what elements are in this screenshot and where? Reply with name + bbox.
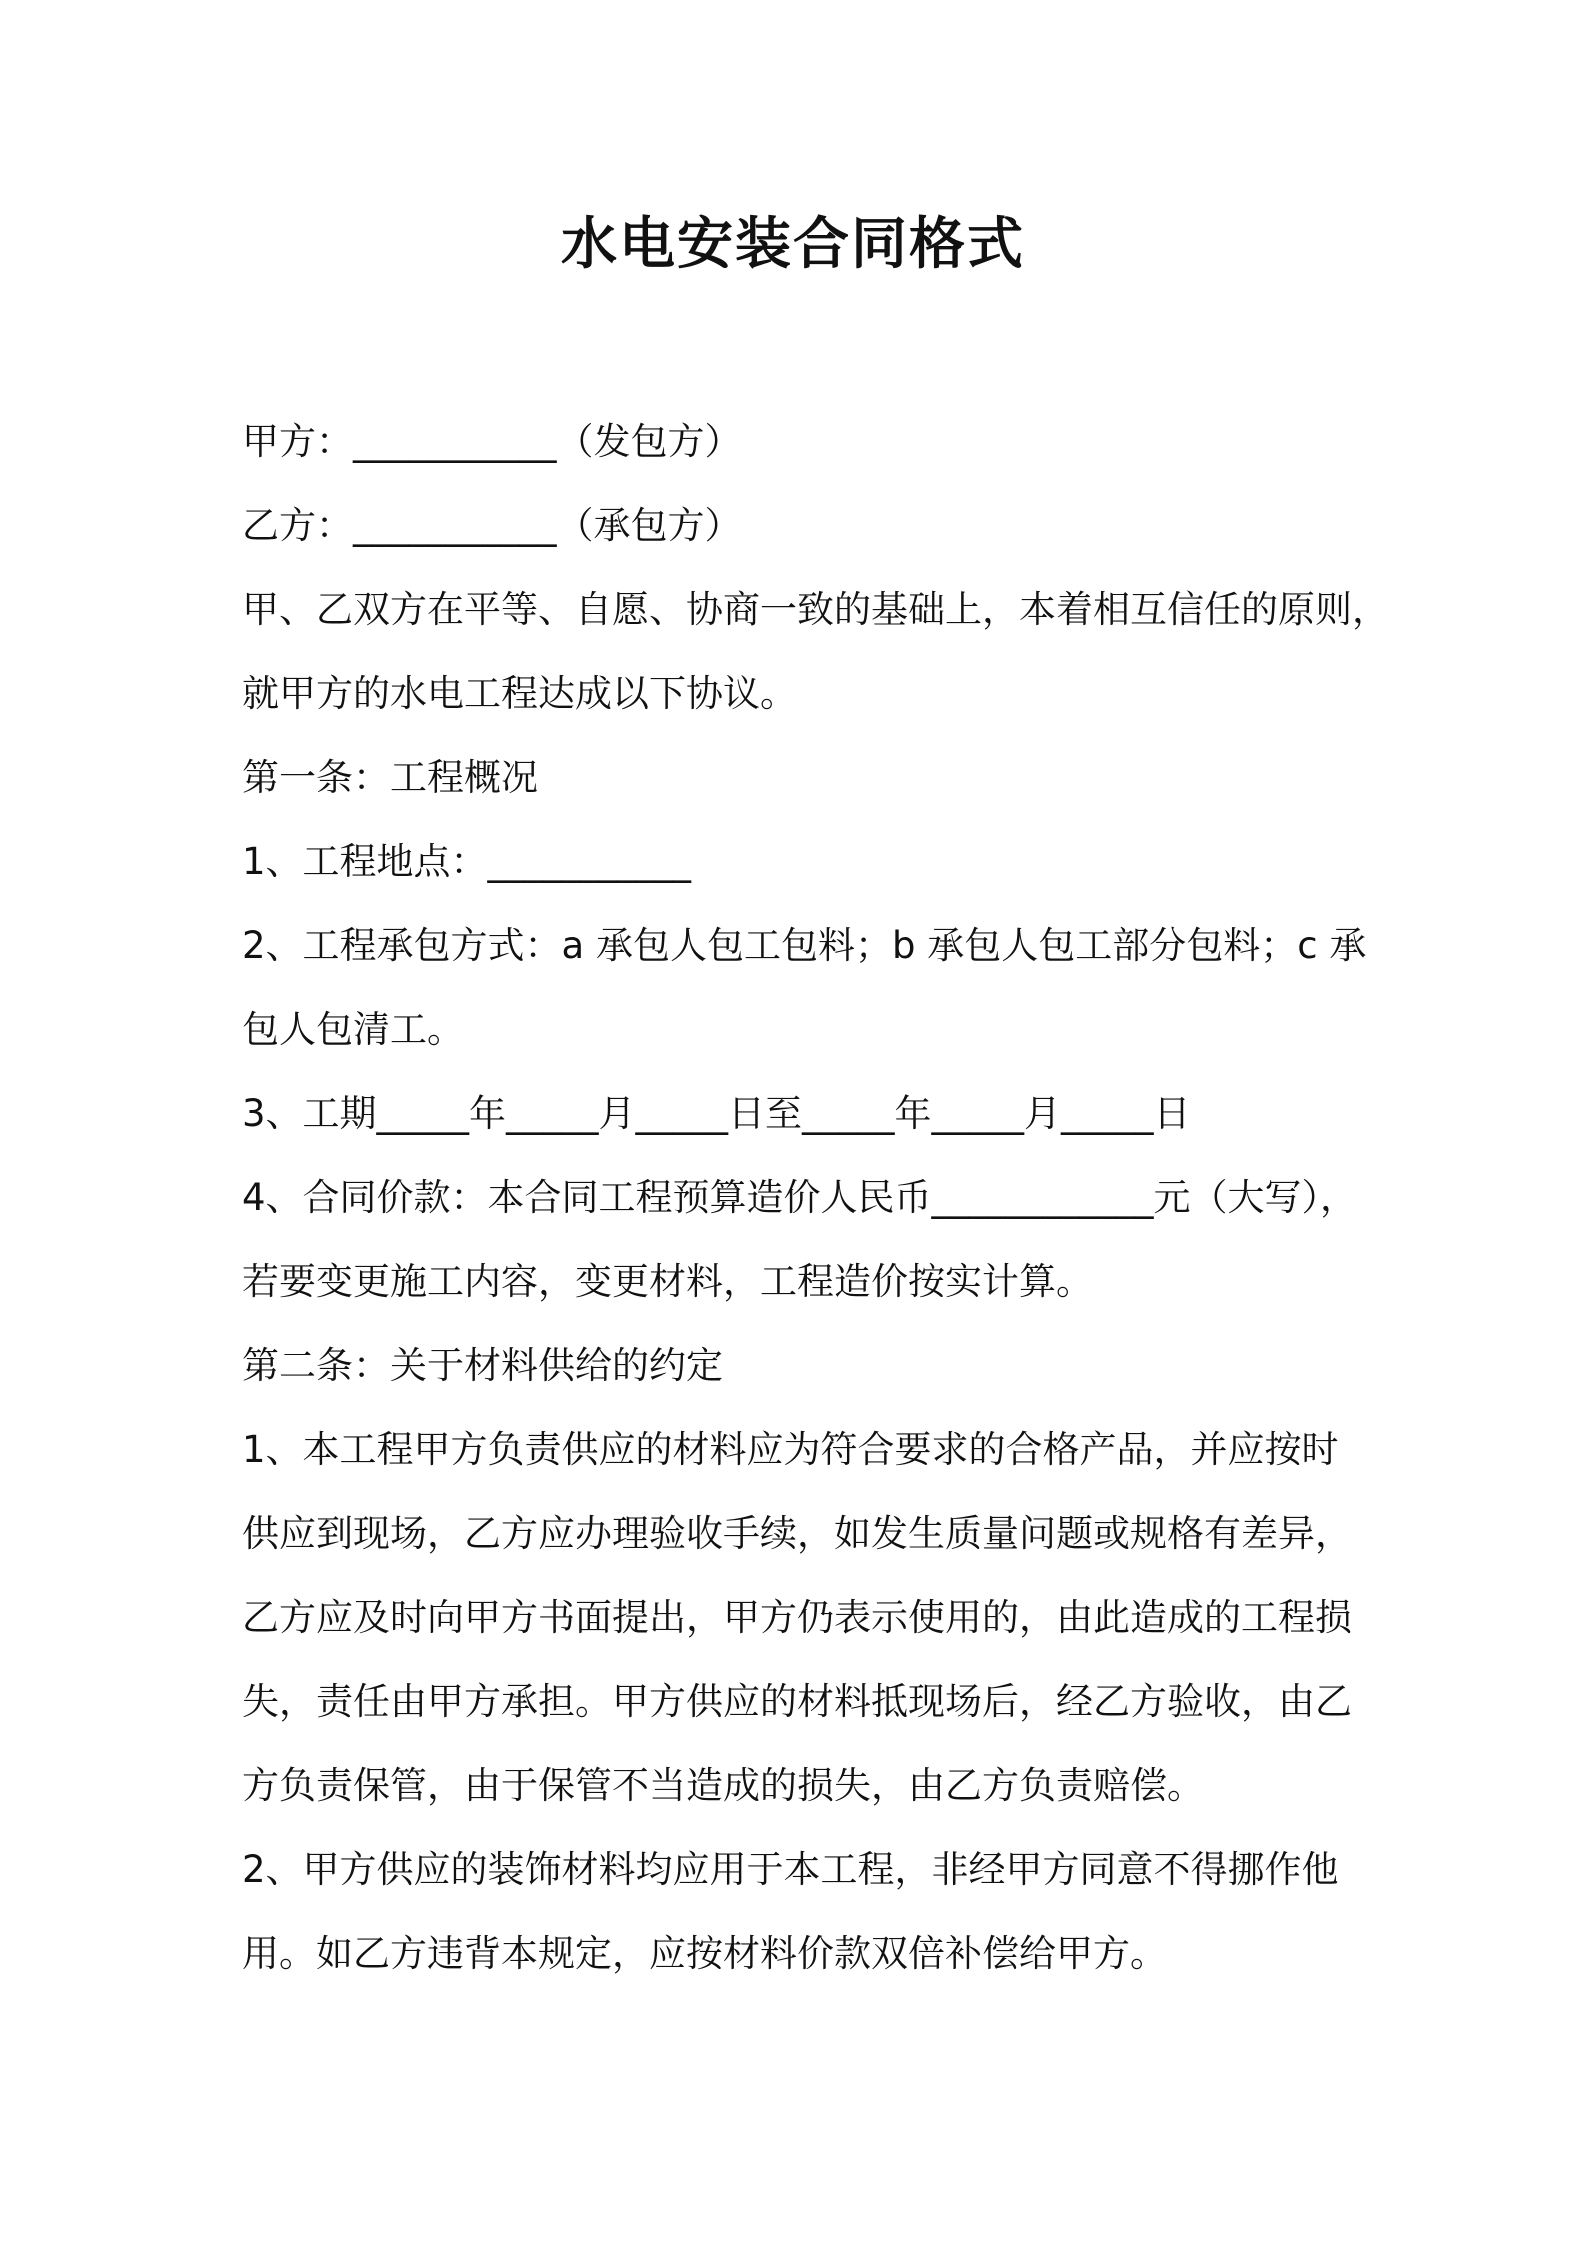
document-body (242, 400, 1389, 1996)
clause-1-4-line-2: 若要变更施工内容，变更材料，工程造价按实计算。 (242, 1260, 1093, 1303)
party-a-line: 甲方：___________（发包方） (242, 420, 742, 463)
clause-1-1: 1、工程地点：___________ (242, 840, 692, 883)
clause-1-3: 3、工期_____年_____月_____日至_____年_____月_____日 (242, 1092, 1191, 1135)
clause-2-1-line-4: 失，责任由甲方承担。甲方供应的材料抵现场后，经乙方验收，由乙 (242, 1680, 1352, 1723)
clause-1-4-line-1: 4、合同价款：本合同工程预算造价人民币____________元（大写）， (242, 1176, 1358, 1219)
document-title: 水电安装合同格式 (561, 212, 1025, 277)
article-2-heading: 第二条：关于材料供给的约定 (242, 1344, 723, 1387)
intro-line-2: 就甲方的水电工程达成以下协议。 (242, 672, 797, 715)
clause-1-2-line-1: 2、工程承包方式：a 承包人包工包料；b 承包人包工部分包料；c 承 (242, 924, 1367, 967)
party-b-line: 乙方：___________（承包方） (242, 504, 742, 547)
article-1-heading: 第一条：工程概况 (242, 756, 538, 799)
clause-1-2-line-2: 包人包清工。 (242, 1008, 464, 1051)
clause-2-1-line-5: 方负责保管，由于保管不当造成的损失，由乙方负责赔偿。 (242, 1764, 1204, 1807)
clause-2-1-line-1: 1、本工程甲方负责供应的材料应为符合要求的合格产品，并应按时 (242, 1428, 1339, 1471)
intro-line-1: 甲、乙双方在平等、自愿、协商一致的基础上，本着相互信任的原则， (242, 588, 1389, 631)
clause-2-1-line-3: 乙方应及时向甲方书面提出，甲方仍表示使用的，由此造成的工程损 (242, 1596, 1352, 1639)
clause-2-2-line-1: 2、甲方供应的装饰材料均应用于本工程，非经甲方同意不得挪作他 (242, 1848, 1339, 1891)
clause-2-1-line-2: 供应到现场，乙方应办理验收手续，如发生质量问题或规格有差异， (242, 1512, 1352, 1555)
clause-2-2-line-2: 用。如乙方违背本规定，应按材料价款双倍补偿给甲方。 (242, 1932, 1167, 1975)
